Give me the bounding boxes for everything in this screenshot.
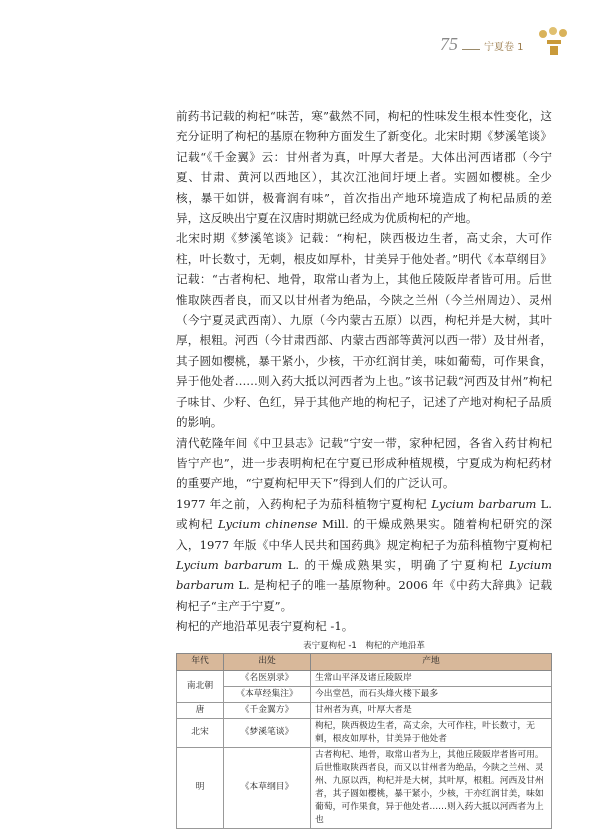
paragraph: 清代乾隆年间《中卫县志》记载“宁安一带，家种杞园，各省入药甘枸杞皆宁产也”，进一步表明枸杞在宁夏已形成种植规模，宁夏成为枸杞药材的重要产地，“宁夏枸杞甲天下”得到人们的广泛认可。 bbox=[176, 435, 552, 491]
era-cell: 北宋 bbox=[177, 718, 224, 747]
table-header-row bbox=[177, 653, 552, 670]
origin-table bbox=[176, 653, 552, 829]
paragraph: 北宋时期《梦溪笔谈》记载：“枸杞，陕西极边生者，高丈余，大可作柱，叶长数寸，无刺，根皮如厚朴，甘美异于他处者。”明代《本草纲目》记载：“古者枸杞、地骨，取常山者为上，其他丘陵阪岸者皆可用。后世惟取陕西者良，而又以甘州者为绝品，今陕之兰州（今兰州周边）、灵州（今宁夏灵武西南）、九原（今内蒙古五原）以西，枸杞并是大树，其叶厚，根粗。河西（今甘肃西部、内蒙古西部等黄河以西一带）及甘州者，其子圆如樱桃，暴干紧小，少核，干亦红润甘美，味如葡萄，可作果食，异于他处者……则入药大抵以河西者为上也。”该书记载“河西及甘州”枸杞子味甘、少籽、色红，异于其他产地的枸杞子，记述了产地对枸杞子品质的影响。 bbox=[176, 231, 552, 430]
page-header bbox=[440, 34, 524, 55]
table-row bbox=[177, 670, 552, 686]
place-cell: 今出堂邑，而石头烽火楼下最多 bbox=[311, 686, 552, 702]
source-cell: 《名医别录》 bbox=[224, 670, 311, 686]
place-cell: 甘州者为真，叶厚大者是 bbox=[311, 702, 552, 718]
table-intro: 枸杞的产地沿革见表宁夏枸杞 -1。 bbox=[176, 619, 354, 634]
main-text bbox=[176, 106, 552, 829]
col-header-era: 年代 bbox=[177, 653, 224, 670]
page-number: 75 bbox=[440, 34, 458, 54]
era-cell: 明 bbox=[177, 747, 224, 828]
book-logo-icon bbox=[535, 24, 575, 58]
latin-name: Lycium barbarum bbox=[176, 557, 552, 593]
header-rule bbox=[462, 49, 480, 50]
place-cell: 古者枸杞、地骨，取常山者为上，其他丘陵阪岸者皆可用。后世惟取陕西者良，而又以甘州者为绝品，今陕之兰州、灵州、九原以西，枸杞并是大树，其叶厚，根粗。河西及甘州者，其子圆如樱桃，暴干紧小，少核，干亦红润甘美，味如葡萄，可作果食，异于他处者……则入药大抵以河西者为上也 bbox=[311, 747, 552, 828]
era-cell: 南北朝 bbox=[177, 670, 224, 702]
col-header-place: 产地 bbox=[311, 653, 552, 670]
table-row bbox=[177, 702, 552, 718]
latin-name: Lycium barbarum bbox=[431, 496, 537, 511]
source-cell: 《本草纲目》 bbox=[224, 747, 311, 828]
place-cell: 生常山平泽及诸丘陵阪岸 bbox=[311, 670, 552, 686]
latin-name: Lycium barbarum bbox=[176, 557, 283, 572]
era-cell: 唐 bbox=[177, 702, 224, 718]
col-header-source: 出处 bbox=[224, 653, 311, 670]
table-row bbox=[177, 718, 552, 747]
running-title: 宁夏卷 1 bbox=[484, 42, 524, 53]
latin-name: Lycium chinense bbox=[217, 517, 318, 532]
source-cell: 《本草经集注》 bbox=[224, 686, 311, 702]
table-caption: 表宁夏枸杞 -1 枸杞的产地沿革 bbox=[303, 640, 425, 651]
paragraph: 前药书记载的枸杞“味苦，寒”截然不同，枸杞的性味发生根本性变化，这充分证明了枸杞的基原在物种方面发生了新变化。北宋时期《梦溪笔谈》记载“《千金翼》云：甘州者为真，叶厚大者是。大体出河西诸郡（今宁夏、甘肃、黄河以西地区），其次江池间圩埂上者。实圆如樱桃。全少核，暴干如饼，极膏润有味”，首次指出产地环境造成了枸杞品质的差异，这反映出宁夏在汉唐时期就已经成为优质枸杞的产地。 bbox=[176, 109, 552, 226]
paragraph-latin-names: 1977 年之前，入药枸杞子为茄科植物宁夏枸杞 Lycium barbarum L. 或枸杞 Lycium chinense Mill. 的干燥成熟果实。随着枸杞研究的深入，1977 年版《中华人民共和国药典》规定枸杞子为茄科植物宁夏枸杞 Lycium barbarum L. 的干燥成熟果实，明确了宁夏枸杞 Lycium barbarum L. 是枸杞子的唯一基原物种。2006 年《中药大辞典》记载枸杞子“主产于宁夏”。 bbox=[176, 496, 552, 613]
source-cell: 《千金翼方》 bbox=[224, 702, 311, 718]
table-row bbox=[177, 686, 552, 702]
place-cell: 枸杞，陕西极边生者，高丈余，大可作柱，叶长数寸，无刺，根皮如厚朴，甘美异于他处者 bbox=[311, 718, 552, 747]
table-row bbox=[177, 747, 552, 828]
source-cell: 《梦溪笔谈》 bbox=[224, 718, 311, 747]
